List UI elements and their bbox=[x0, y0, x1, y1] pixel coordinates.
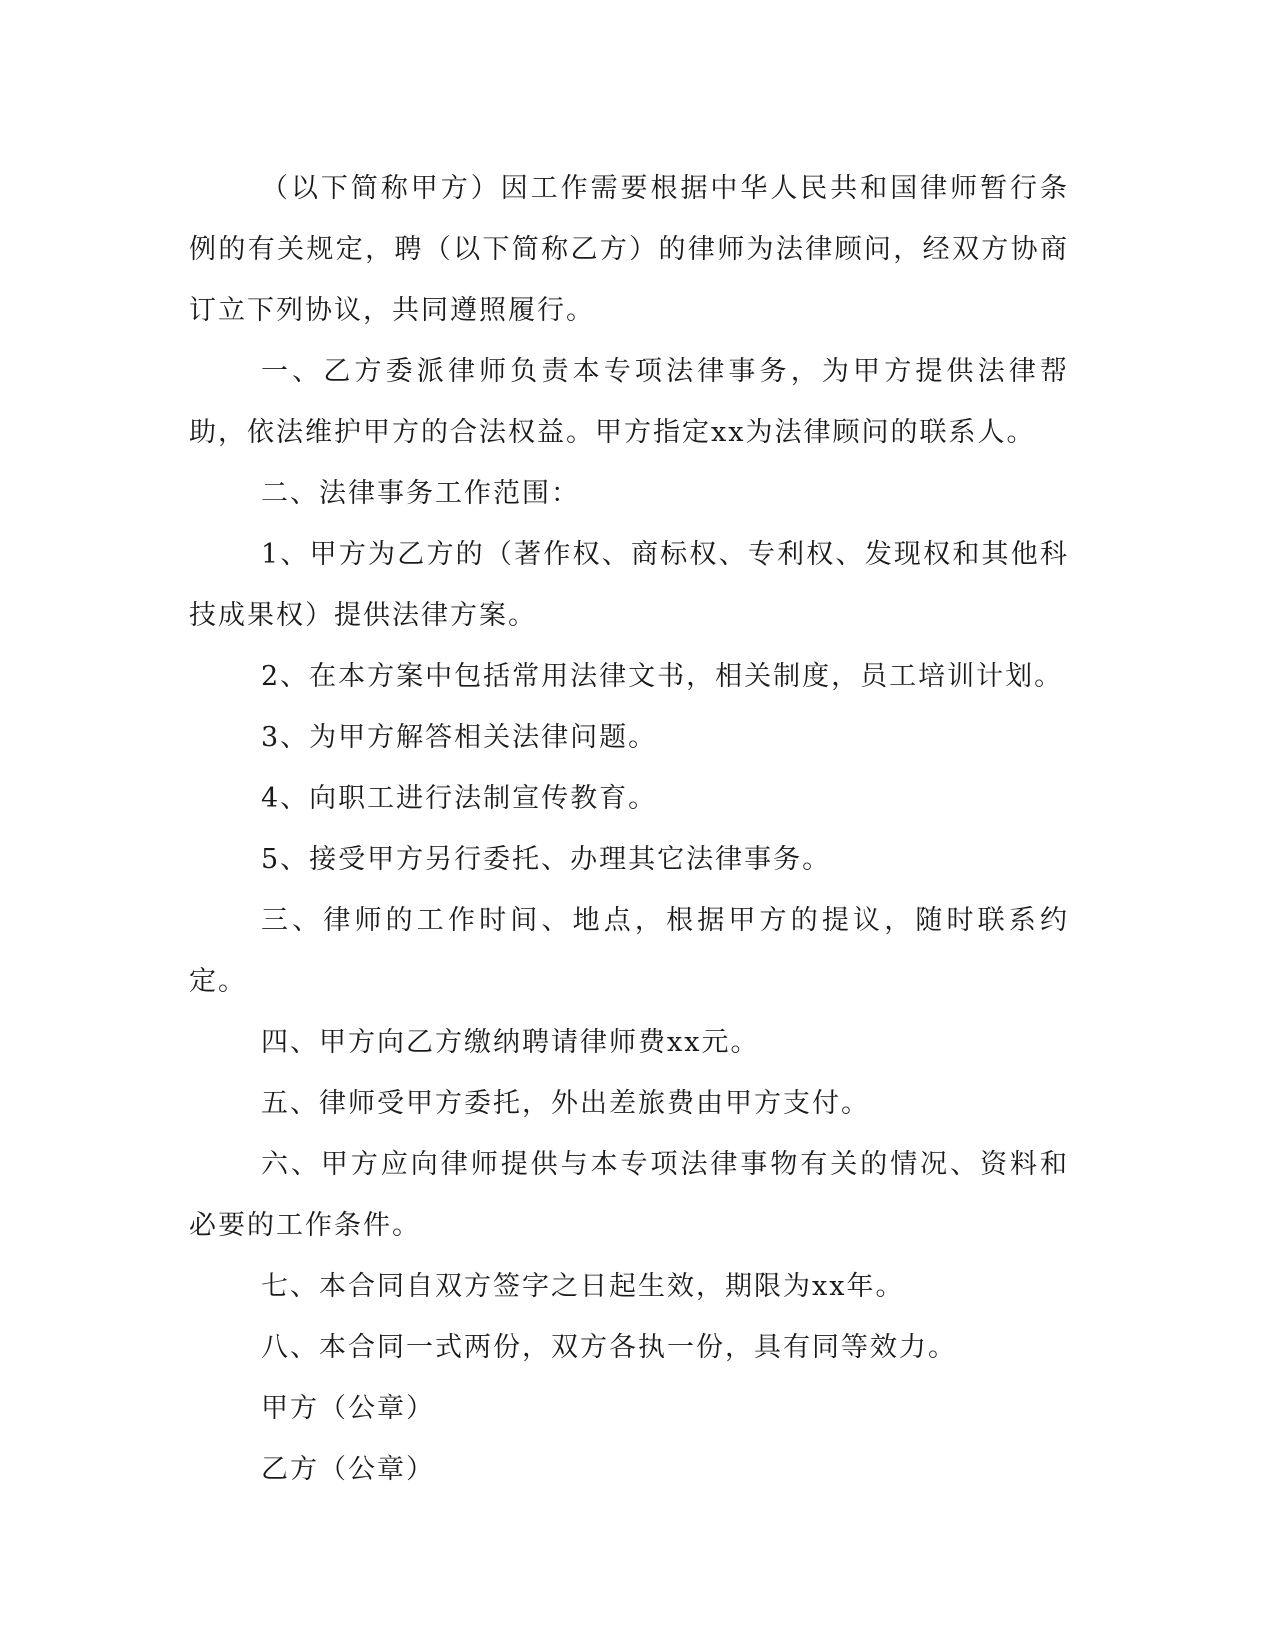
clause-1: 一、乙方委派律师负责本专项法律事务，为甲方提供法律帮助，依法维护甲方的合法权益。甲方指定xx为法律顾问的联系人。 bbox=[189, 356, 1069, 448]
preamble-paragraph: （以下简称甲方）因工作需要根据中华人民共和国律师暂行条例的有关规定，聘（以下简称乙方）的律师为法律顾问，经双方协商订立下列协议，共同遵照履行。 bbox=[189, 173, 1069, 326]
clause-5: 五、律师受甲方委托，外出差旅费由甲方支付。 bbox=[261, 1088, 870, 1119]
clause-8: 八、本合同一式两份，双方各执一份，具有同等效力。 bbox=[261, 1332, 957, 1363]
scope-item-5: 5、接受甲方另行委托、办理其它法律事务。 bbox=[261, 844, 832, 875]
scope-item-1: 1、甲方为乙方的（著作权、商标权、专利权、发现权和其他科技成果权）提供法律方案。 bbox=[189, 539, 1069, 631]
clause-7: 七、本合同自双方签字之日起生效，期限为xx年。 bbox=[261, 1271, 905, 1302]
clause-6: 六、甲方应向律师提供与本专项法律事物有关的情况、资料和必要的工作条件。 bbox=[189, 1149, 1069, 1241]
document-body bbox=[189, 158, 1069, 1500]
party-b-seal-line: 乙方（公章） bbox=[261, 1454, 435, 1485]
clause-4: 四、甲方向乙方缴纳聘请律师费xx元。 bbox=[261, 1027, 760, 1058]
clause-3: 三、律师的工作时间、地点，根据甲方的提议，随时联系约定。 bbox=[189, 905, 1069, 997]
clause-2-heading: 二、法律事务工作范围： bbox=[261, 478, 580, 509]
scope-item-4: 4、向职工进行法制宣传教育。 bbox=[261, 783, 658, 814]
party-a-seal-line: 甲方（公章） bbox=[261, 1393, 435, 1424]
scope-item-3: 3、为甲方解答相关法律问题。 bbox=[261, 722, 658, 753]
scope-item-2: 2、在本方案中包括常用法律文书，相关制度，员工培训计划。 bbox=[261, 661, 1064, 692]
